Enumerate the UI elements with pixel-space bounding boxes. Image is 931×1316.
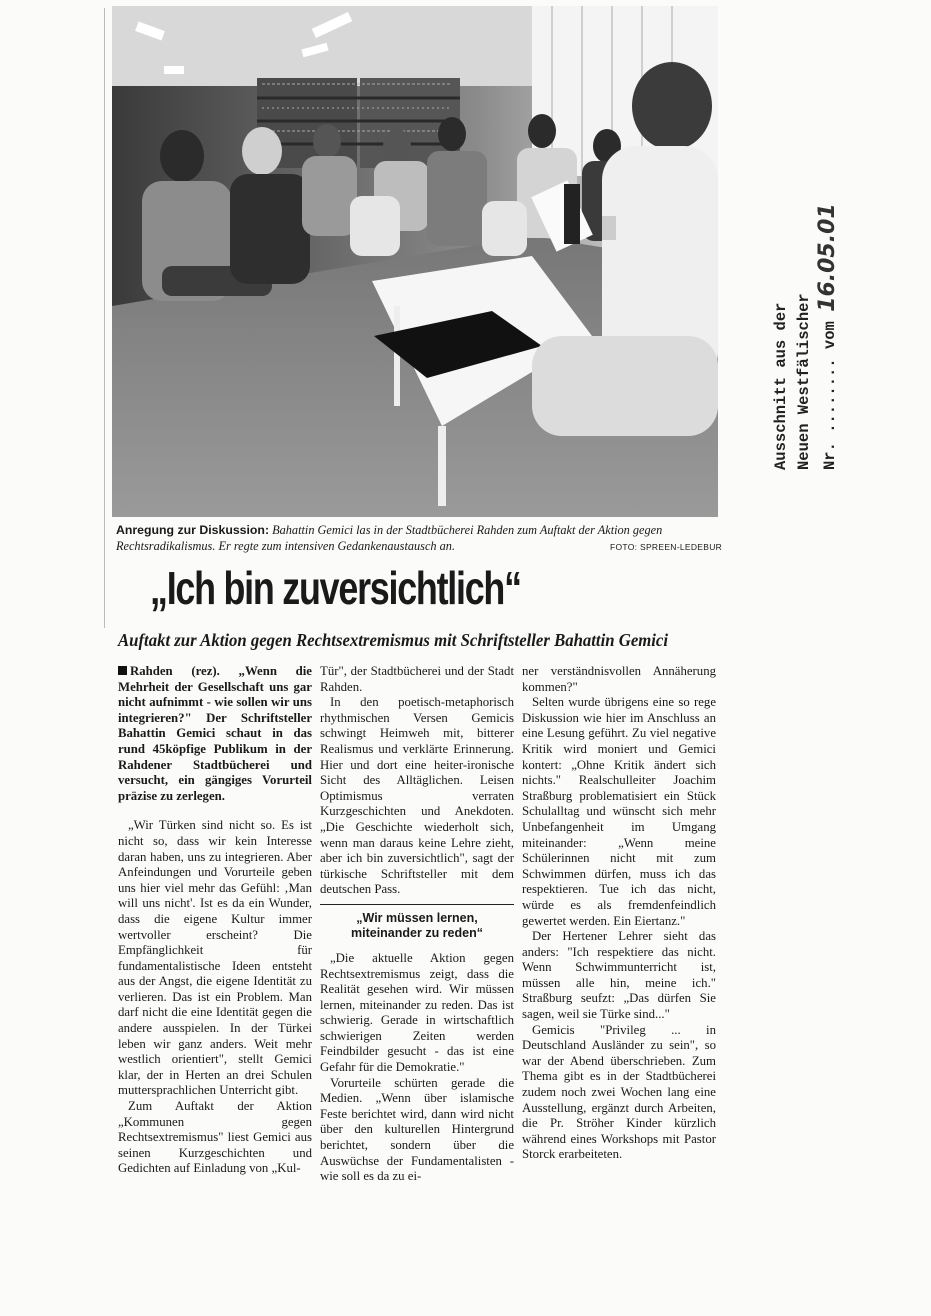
photo-credit: FOTO: SPREEN-LEDEBUR [610, 542, 723, 552]
library-scene-image [112, 6, 718, 517]
paragraph: „Wir Türken sind nicht so. Es ist nicht so, dass wir kein Interesse daran haben, uns zu integrieren. Aber Anfeindungen und Vorurteile geben uns hier viel mehr das Gefühl: ‚Man will uns nicht'. Ist es da ein Wunder, dass die eigene Kultur immer wertvoller erscheint? Die Empfänglichkeit für fundamentalistische Ideen entsteht aus der Angst, die eigene Identität zu verlieren. Das ist ein Problem. Man darf nicht die eine Identität gegen die andere ausspielen. In der Türkei leben wir ganz anders. Weit mehr westlich orientiert", stellt Gemici klar, der in Herten an drei Schulen muttersprachlichen Unterricht gibt. [118, 818, 312, 1098]
stamp-line-2: Neuen Westfälischer [795, 293, 813, 470]
intermediate-heading: „Wir müssen lernen, miteinander zu reden“ [320, 904, 514, 941]
handwritten-date: 16.05.01 [815, 203, 840, 312]
paragraph: ner verständnisvollen Annäherung kommen?" [522, 664, 716, 694]
paragraph: Der Hertener Lehrer sieht das anders: "Ich respektiere das nicht. Wenn Schwimmunterricht ist, müssen alle hin, meine ich." Straßburg seufzt: „Das dürfen Sie sagen, weil sie Türke sind..." [522, 929, 716, 1022]
paragraph: In den poetisch-metaphorisch rhythmischen Versen Gemicis schwingt Heimweh mit, bitterer Realismus und verklärte Erinnerung. Hier und dort eine heiter-ironische Sicht des Alltäglichen. Leisen Optimismus verraten Kurzgeschichten und Anekdoten. „Die Geschichte wiederholt sich, wenn man daraus keine Lehre zieht, aber ich bin zuversichtlich", sagt der türkische Schriftsteller mit dem deutschen Pass. [320, 695, 514, 897]
reading-photo [112, 6, 718, 517]
bullet-square-icon [118, 666, 127, 675]
article-column-3 [522, 664, 716, 1163]
clipping-stamp [770, 203, 931, 470]
caption-text: Bahattin Gemici las in der Stadtbücherei Rahden zum Auftakt der Aktion gegen Rechtsradikalismus. Er regte zum intensiven Gedankenaustausch an. [116, 523, 663, 553]
paragraph: Tür", der Stadtbücherei und der Stadt Rahden. [320, 664, 514, 694]
stamp-line-1: Ausschnitt aus der [772, 302, 790, 470]
article-headline: „Ich bin zuversichtlich“ [150, 562, 521, 614]
article-subhead: Auftakt zur Aktion gegen Rechtsextremismus mit Schriftsteller Bahattin Gemici [118, 630, 669, 650]
article-column-2 [320, 664, 514, 1185]
lead-paragraph: Rahden (rez). „Wenn die Mehrheit der Gesellschaft uns gar nicht aufnimmt - wie sollen wir uns integrieren?" Der Schriftsteller Bahattin Gemici schaut in das rund 45köpfige Publikum in der Rahdener Stadtbücherei und versucht, ein gängiges Vorurteil präzise zu zerlegen. [118, 664, 312, 803]
paragraph: Selten wurde übrigens eine so rege Diskussion wie hier im Anschluss an eine Lesung geführt. Zu viel negative Kritik wird moniert und Gemici kontert: „Ohne Kritik ändert sich nichts." Realschulleiter Joachim Straßburg problematisiert ein Stück Schulalltag und wünscht sich mehr Unbefangenheit im Umgang miteinander: „Wenn meine Schülerinnen nicht mit zum Schwimmen dürfen, muss ich das respektieren. Tue ich das nicht, würde es als fremdenfeindlich gewertet werden. Ein Eiertanz." [522, 695, 716, 928]
caption-lead: Anregung zur Diskussion: [116, 523, 270, 537]
stamp-line-3: Nr. ........ vom 16.05.01 [815, 203, 840, 470]
paragraph: Gemicis "Privileg ... in Deutschland Ausländer zu sein", so war der Abend überschrieben. Zum Thema gibt es in der Stadtbücherei zudem noch zwei Wochen lang eine Ausstellung, ergänzt durch Arbeiten, die Pr. Ströher Kinder kürzlich während eines Workshops mit Pastor Storck erarbeiteten. [522, 1022, 716, 1162]
page-edge-line [104, 8, 105, 628]
article-column-1 [118, 664, 312, 1177]
paragraph: Zum Auftakt der Aktion „Kommunen gegen Rechtsextremismus" liest Gemici aus seinen Kurzgeschichten und Gedichten auf Einladung von „Kul- [118, 1099, 312, 1176]
paragraph: „Die aktuelle Aktion gegen Rechtsextremismus zeigt, dass die Realität gesehen wird. Wir müssen lernen, miteinander zu reden. Das ist schwierig. Gerade in wirtschaftlich schwierigen Zeiten werden Feindbilder gesucht - das ist eine Gefahr für die Demokratie." [320, 950, 514, 1075]
paragraph: Vorurteile schürten gerade die Medien. „Wenn über islamische Feste berichtet wird, dann wird nicht über den kulturellen Hintergrund berichtet, sondern über die Auswüchse der Fundamentalisten - wie soll es da zu ei- [320, 1075, 514, 1184]
